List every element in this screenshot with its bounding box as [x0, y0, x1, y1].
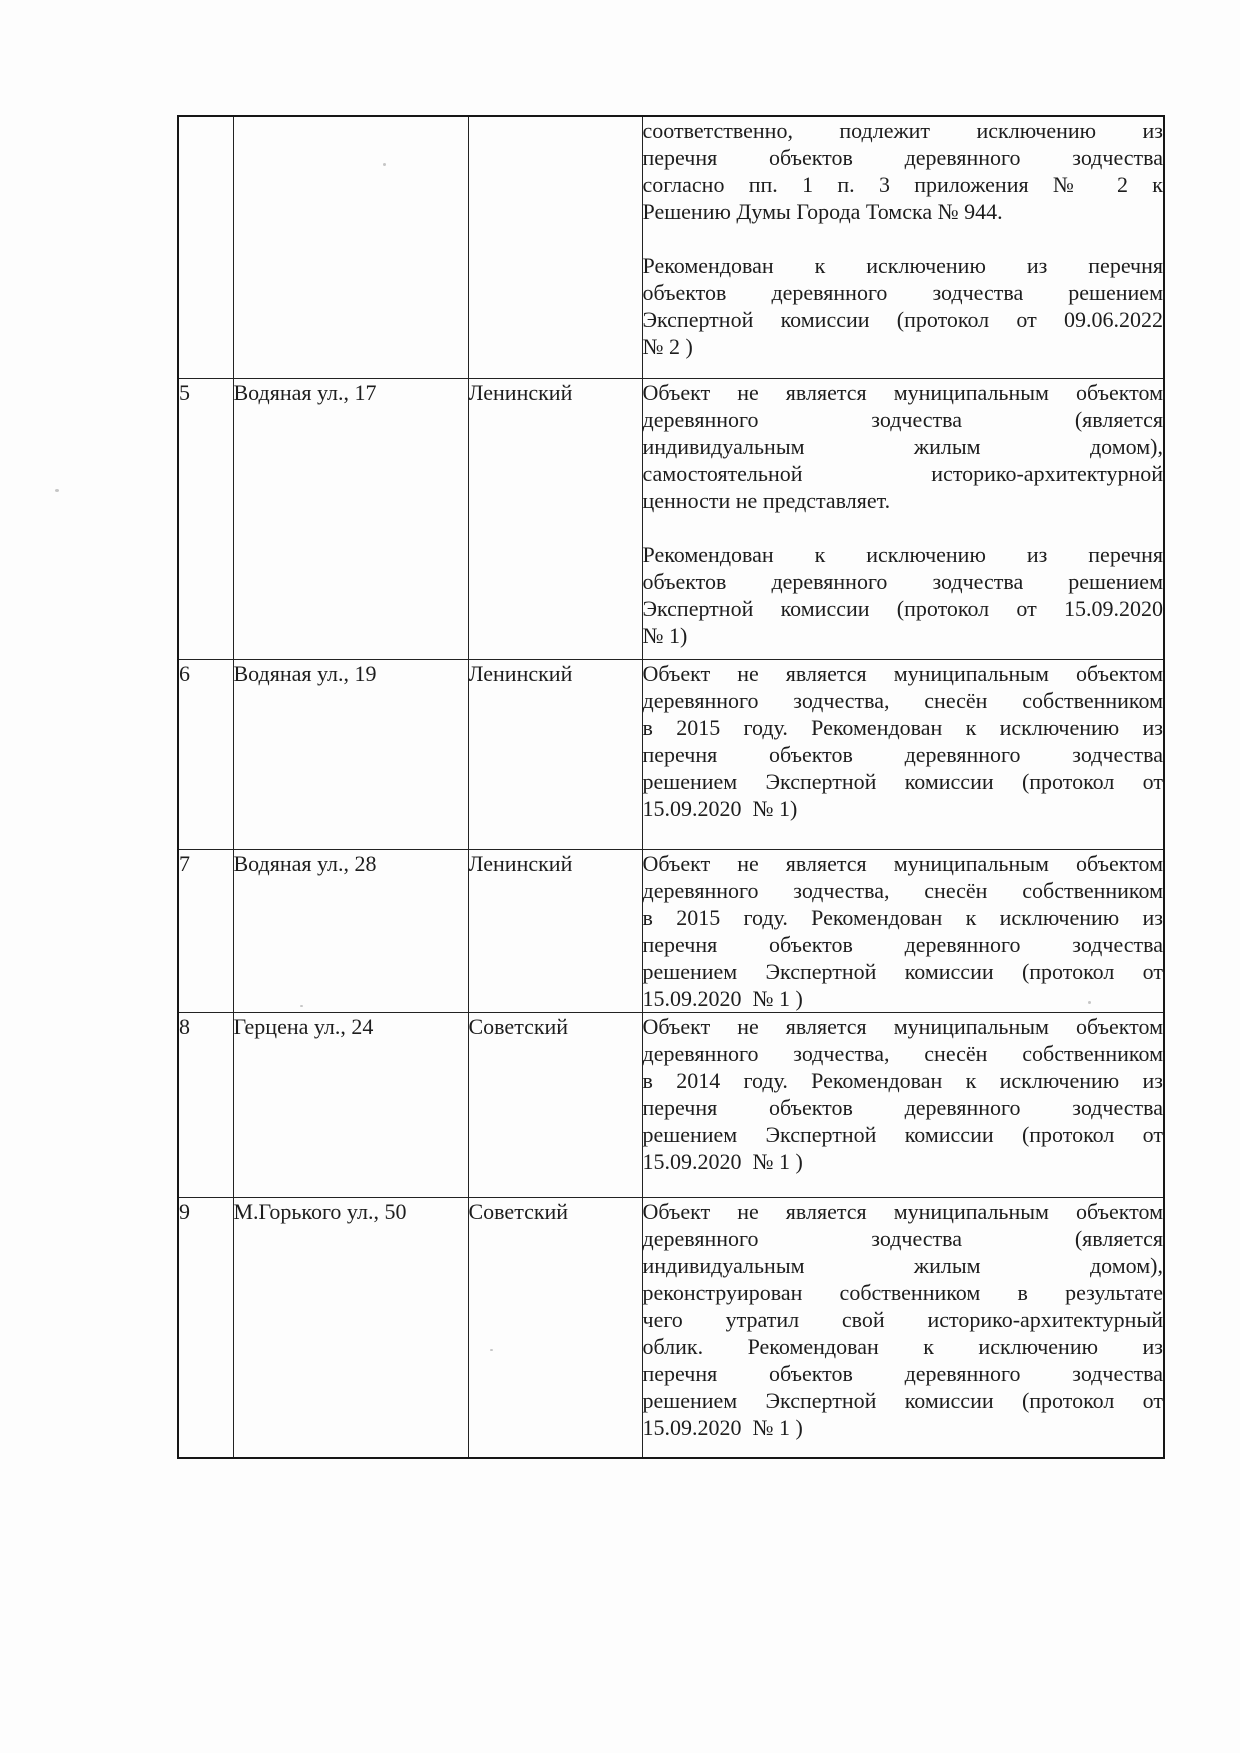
- description-paragraph: [643, 252, 1164, 360]
- text-line: Экспертной комиссии (протокол от 09.06.2022: [642, 307, 1163, 332]
- text-line: Объект не является муниципальным объектом: [642, 850, 1163, 876]
- text-line: в 2014 году. Рекомендован к исключению из: [642, 1067, 1163, 1093]
- scan-speck: [383, 163, 386, 166]
- text-line: Объект не является муниципальным объектом: [642, 660, 1163, 686]
- table-row: [178, 378, 1164, 659]
- objects-table: [177, 115, 1165, 1459]
- text-line: перечня объектов деревянного зодчества: [642, 145, 1163, 170]
- description-cell: [642, 116, 1164, 378]
- description-cell: [642, 1197, 1164, 1458]
- description-paragraph: [643, 850, 1164, 1012]
- scan-speck: [490, 1349, 493, 1351]
- description-cell: [642, 659, 1164, 849]
- text-line: решением Экспертной комиссии (протокол от: [642, 958, 1163, 984]
- text-line: ценности не представляет.: [642, 487, 891, 513]
- text-line: деревянного зодчества, снесён собственником: [642, 877, 1163, 903]
- row-number-cell: 9: [178, 1197, 233, 1458]
- text-line: Объект не является муниципальным объектом: [642, 379, 1163, 405]
- text-line: № 2 ): [642, 334, 693, 359]
- text-line: 15.09.2020 № 1 ): [642, 1414, 803, 1440]
- paragraph-gap: [643, 514, 1164, 541]
- description-cell: [642, 378, 1164, 659]
- table-row: [178, 659, 1164, 849]
- text-line: согласно пп. 1 п. 3 приложения № 2 к: [642, 172, 1163, 197]
- text-line: Рекомендован к исключению из перечня: [642, 253, 1163, 278]
- paragraph-gap: [643, 225, 1164, 252]
- row-number-cell: 5: [178, 378, 233, 659]
- text-line: перечня объектов деревянного зодчества: [642, 1094, 1163, 1120]
- description-cell: [642, 1012, 1164, 1197]
- text-line: индивидуальным жилым домом),: [642, 433, 1163, 459]
- text-line: чего утратил свой историко-архитектурный: [642, 1306, 1163, 1332]
- text-line: Решению Думы Города Томска № 944.: [642, 199, 1003, 224]
- row-number-cell: 7: [178, 849, 233, 1012]
- text-line: в 2015 году. Рекомендован к исключению из: [642, 714, 1163, 740]
- text-line: деревянного зодчества, снесён собственником: [642, 687, 1163, 713]
- text-line: 15.09.2020 № 1 ): [642, 985, 803, 1011]
- table-row: [178, 849, 1164, 1012]
- district-cell: Ленинский: [468, 659, 642, 849]
- district-cell: Советский: [468, 1012, 642, 1197]
- text-line: перечня объектов деревянного зодчества: [642, 931, 1163, 957]
- address-cell: [233, 116, 468, 378]
- address-cell: М.Горького ул., 50: [233, 1197, 468, 1458]
- scan-speck: [55, 489, 59, 492]
- text-line: самостоятельной историко-архитектурной: [642, 460, 1163, 486]
- district-cell: Советский: [468, 1197, 642, 1458]
- text-line: решением Экспертной комиссии (протокол от: [642, 1387, 1163, 1413]
- text-line: деревянного зодчества (является: [642, 406, 1163, 432]
- text-line: индивидуальным жилым домом),: [642, 1252, 1163, 1278]
- description-paragraph: [643, 1198, 1164, 1441]
- description-paragraph: [643, 541, 1164, 649]
- text-line: решением Экспертной комиссии (протокол от: [642, 1121, 1163, 1147]
- description-paragraph: [643, 379, 1164, 514]
- address-cell: Герцена ул., 24: [233, 1012, 468, 1197]
- text-line: 15.09.2020 № 1): [642, 795, 798, 821]
- address-cell: Водяная ул., 19: [233, 659, 468, 849]
- description-paragraph: [643, 117, 1164, 225]
- address-cell: Водяная ул., 28: [233, 849, 468, 1012]
- text-line: Рекомендован к исключению из перечня: [642, 541, 1163, 567]
- text-line: № 1): [642, 622, 688, 648]
- text-line: 15.09.2020 № 1 ): [642, 1148, 803, 1174]
- text-line: объектов деревянного зодчества решением: [642, 568, 1163, 594]
- row-number-cell: [178, 116, 233, 378]
- district-cell: [468, 116, 642, 378]
- text-line: Объект не является муниципальным объектом: [642, 1013, 1163, 1039]
- description-paragraph: [643, 660, 1164, 822]
- scan-speck: [300, 1005, 303, 1007]
- text-line: облик. Рекомендован к исключению из: [642, 1333, 1163, 1359]
- table-row: [178, 1012, 1164, 1197]
- address-cell: Водяная ул., 17: [233, 378, 468, 659]
- text-line: перечня объектов деревянного зодчества: [642, 741, 1163, 767]
- text-line: деревянного зодчества, снесён собственником: [642, 1040, 1163, 1066]
- text-line: Экспертной комиссии (протокол от 15.09.2020: [642, 595, 1163, 621]
- scan-speck: [1088, 1001, 1091, 1004]
- text-line: соответственно, подлежит исключению из: [642, 118, 1163, 143]
- text-line: объектов деревянного зодчества решением: [642, 280, 1163, 305]
- text-line: Объект не является муниципальным объектом: [642, 1198, 1163, 1224]
- description-paragraph: [643, 1013, 1164, 1175]
- text-line: деревянного зодчества (является: [642, 1225, 1163, 1251]
- description-cell: [642, 849, 1164, 1012]
- text-line: реконструирован собственником в результате: [642, 1279, 1163, 1305]
- table-row: [178, 116, 1164, 378]
- table-row: [178, 1197, 1164, 1458]
- district-cell: Ленинский: [468, 849, 642, 1012]
- objects-table-body: [178, 116, 1164, 1458]
- text-line: в 2015 году. Рекомендован к исключению из: [642, 904, 1163, 930]
- row-number-cell: 6: [178, 659, 233, 849]
- text-line: решением Экспертной комиссии (протокол от: [642, 768, 1163, 794]
- text-line: перечня объектов деревянного зодчества: [642, 1360, 1163, 1386]
- district-cell: Ленинский: [468, 378, 642, 659]
- row-number-cell: 8: [178, 1012, 233, 1197]
